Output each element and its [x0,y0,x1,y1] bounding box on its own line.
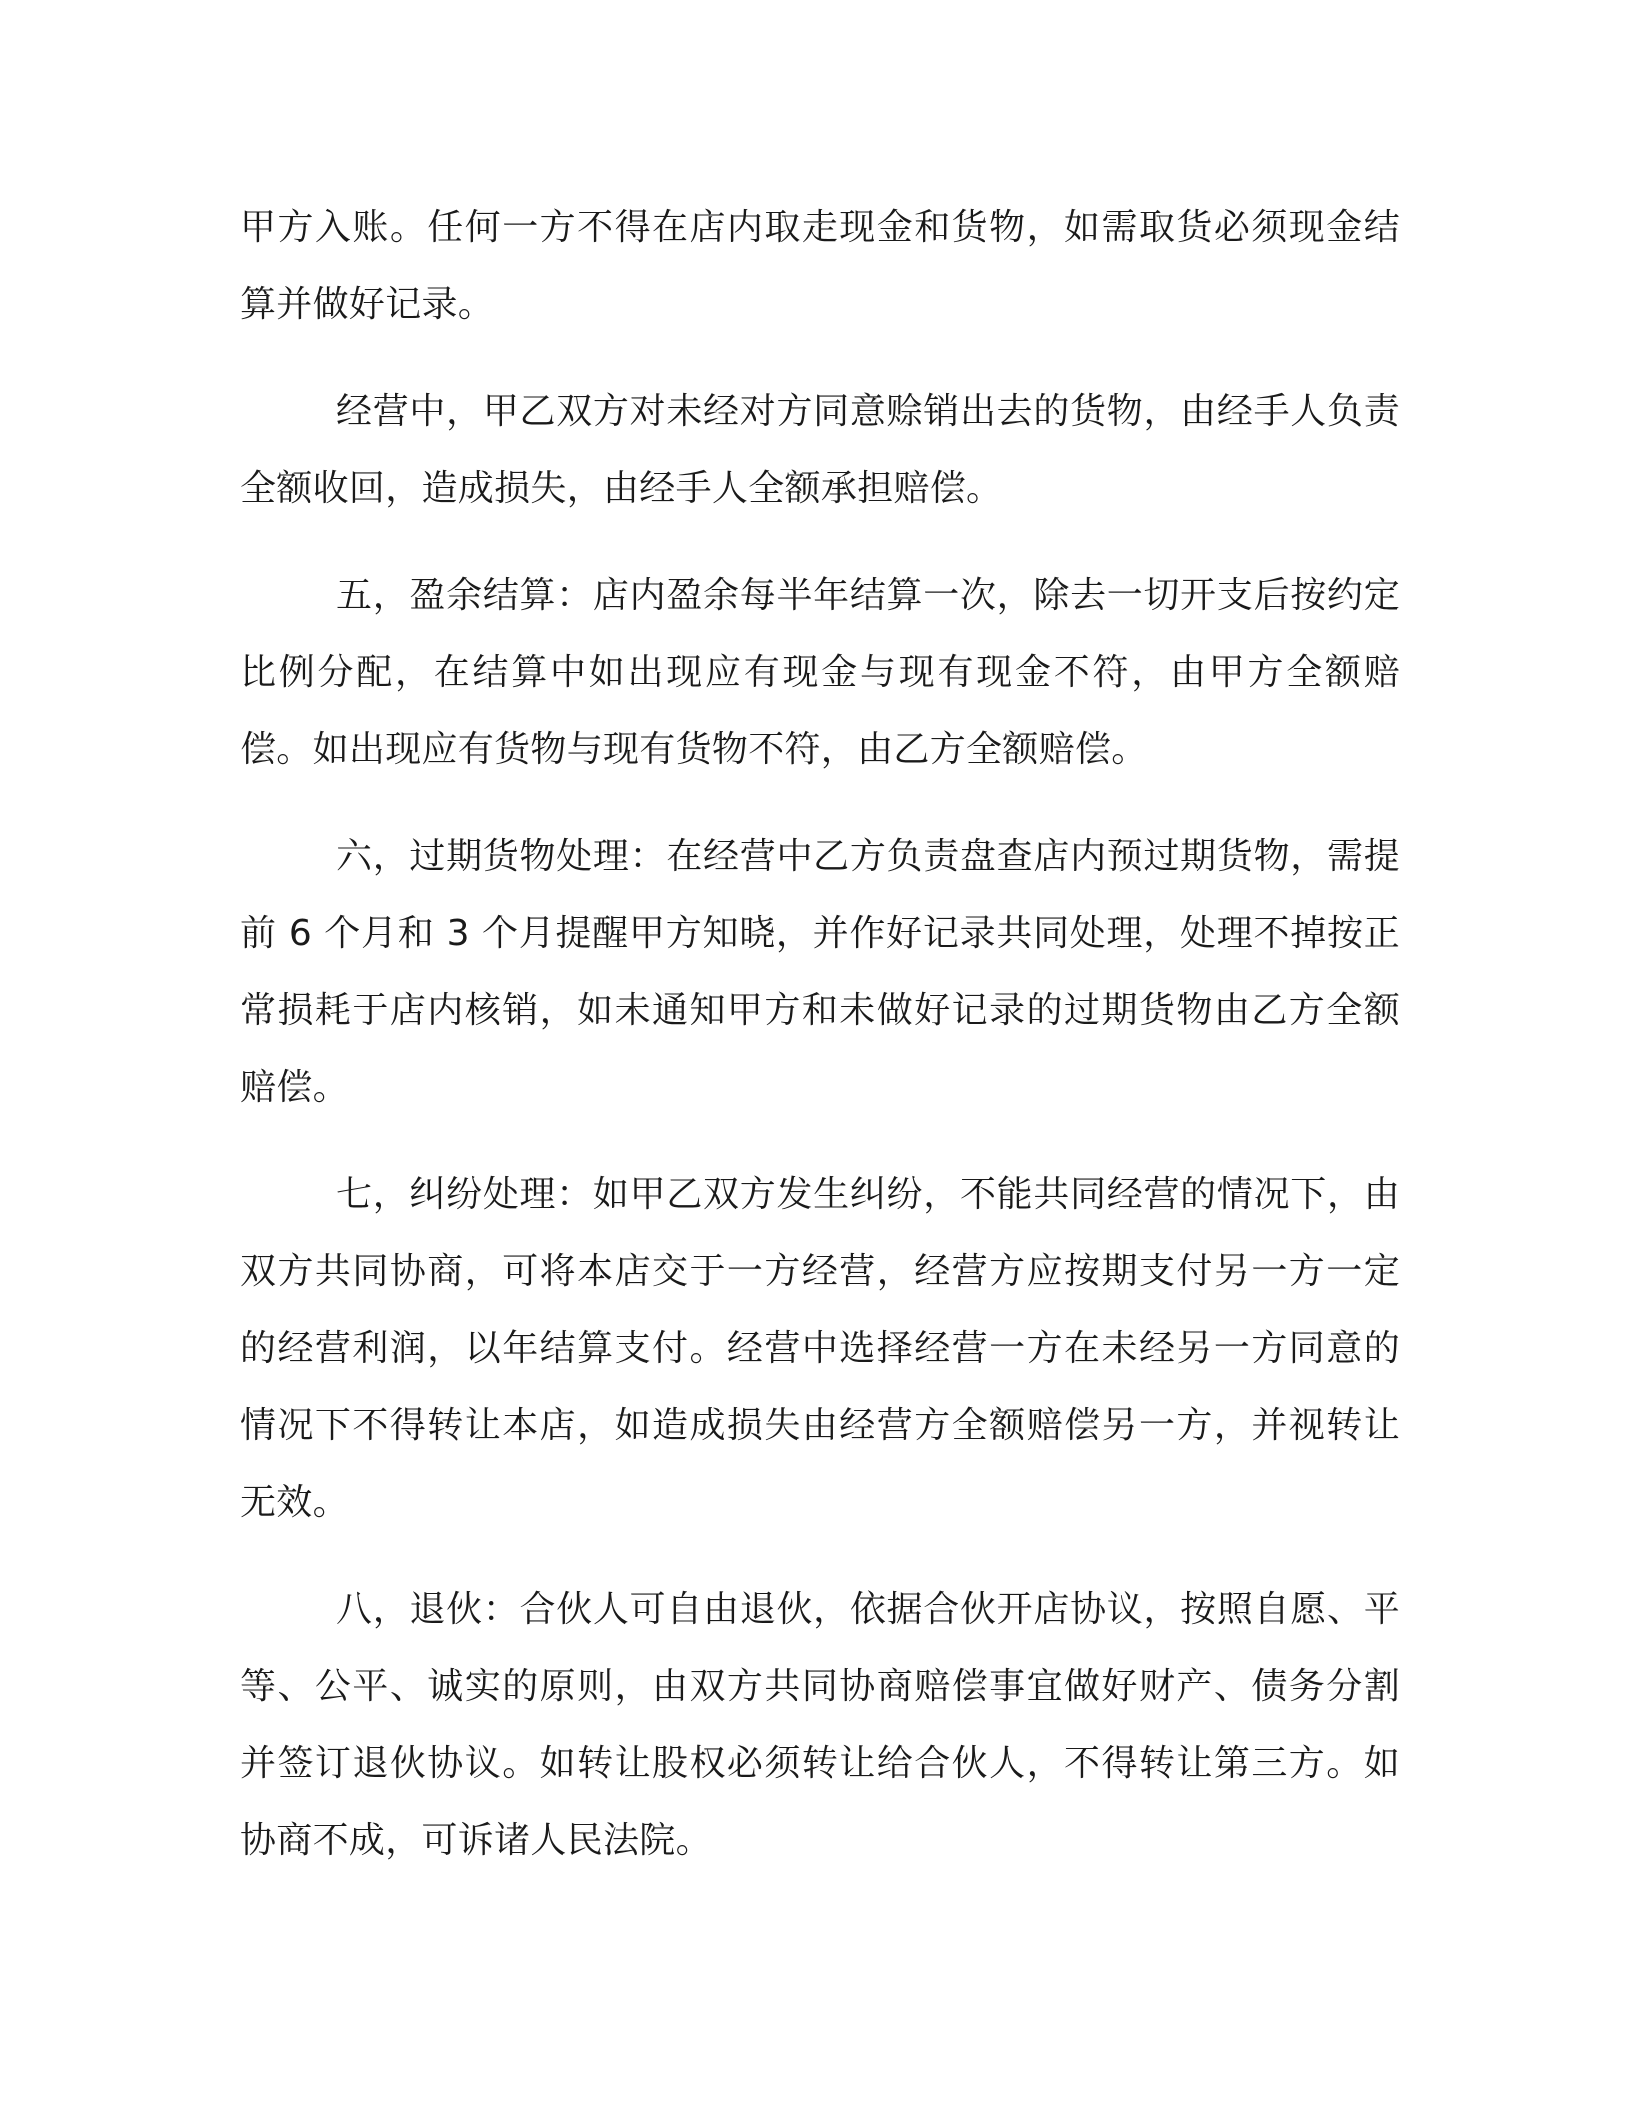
paragraph-profit-settlement: 五，盈余结算：店内盈余每半年结算一次，除去一切开支后按约定比例分配，在结算中如出现应有现金与现有现金不符，由甲方全额赔偿。如出现应有货物与现有货物不符，由乙方全额赔偿。 [240,575,1400,770]
paragraph-expired-goods: 六，过期货物处理：在经营中乙方负责盘查店内预过期货物，需提前 6 个月和 3 个月提醒甲方知晓，并作好记录共同处理，处理不掉按正常损耗于店内核销，如未通知甲方和未做好记录的过期货物由乙方全额赔偿。 [240,836,1400,1108]
paragraph-continuation: 甲方入账。任何一方不得在店内取走现金和货物，如需取货必须现金结算并做好记录。 [240,207,1400,325]
paragraph-dispute-handling: 七，纠纷处理：如甲乙双方发生纠纷，不能共同经营的情况下，由双方共同协商，可将本店交于一方经营，经营方应按期支付另一方一定的经营利润，以年结算支付。经营中选择经营一方在未经另一方同意的情况下不得转让本店，如造成损失由经营方全额赔偿另一方，并视转让无效。 [240,1174,1400,1523]
paragraph-withdrawal: 八，退伙：合伙人可自由退伙，依据合伙开店协议，按照自愿、平等、公平、诚实的原则，由双方共同协商赔偿事宜做好财产、债务分割并签订退伙协议。如转让股权必须转让给合伙人，不得转让第三方。如协商不成，可诉诸人民法院。 [240,1589,1400,1861]
paragraph-credit-sales: 经营中，甲乙双方对未经对方同意赊销出去的货物，由经手人负责全额收回，造成损失，由经手人全额承担赔偿。 [240,391,1400,509]
document-body [240,189,1400,1909]
